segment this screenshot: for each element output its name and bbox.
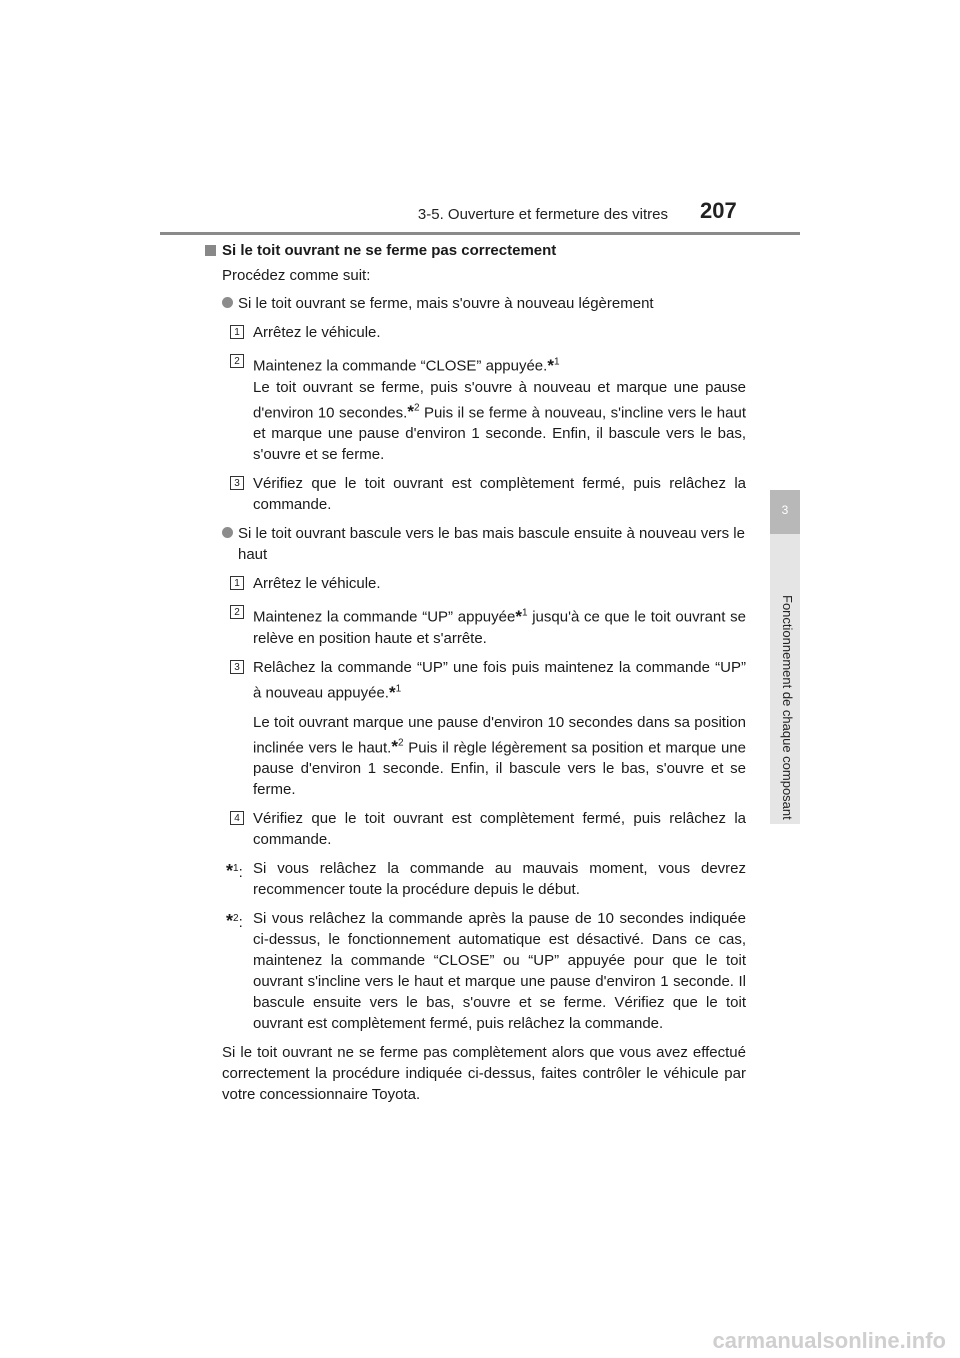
footnote-star: *: [547, 355, 554, 375]
footnote-ref-number: 2: [397, 737, 404, 749]
footnote-2: [222, 908, 746, 1034]
footnote-number: 1: [233, 863, 239, 875]
step-text-b: jusqu'à ce que le toit ouvrant se relève en position haute et s'arrête.: [253, 608, 746, 647]
page-content: [222, 240, 746, 1112]
footnote-mark: [226, 908, 243, 933]
step-text: Arrêtez le véhicule.: [253, 575, 381, 593]
footnote-ref-1: [547, 356, 559, 375]
chapter-tab: [770, 490, 800, 534]
step-text-a: Maintenez la commande “CLOSE” appuyée.: [253, 357, 548, 375]
footnote-ref-number: 1: [553, 356, 560, 367]
step-text: Vérifiez que le toit ouvrant est complètement fermé, puis relâchez la commande.: [253, 810, 746, 849]
chapter-tab-label: Fonctionnement de chaque composant: [780, 595, 795, 820]
step-text-a: Relâchez la commande “UP” une fois puis maintenez la commande “UP” à nouveau appuyée.: [253, 658, 746, 702]
case-2-bullet: [222, 523, 746, 565]
case-2-text: Si le toit ouvrant bascule vers le bas mais bascule ensuite à nouveau vers le haut: [238, 525, 745, 564]
case-1-text: Si le toit ouvrant se ferme, mais s'ouvre à nouveau légèrement: [238, 295, 654, 312]
footnote-number: 2: [233, 913, 239, 925]
step-number-box: 2: [230, 605, 244, 619]
footnote-star: *: [407, 402, 414, 422]
footnote-ref-number: 2: [413, 402, 420, 414]
subsection-heading: [205, 240, 746, 261]
footnote-star: *: [391, 737, 398, 757]
footnote-colon: :: [238, 864, 243, 882]
footnote-text: Si vous relâchez la commande au mauvais moment, vous devrez recommencer toute la procédure depuis le début.: [253, 860, 746, 899]
case-1-step-3: [222, 473, 746, 515]
chapter-tab-number: 3: [781, 503, 789, 517]
footnote-mark: [226, 858, 243, 883]
case-2-step-1: [222, 573, 746, 594]
subsection-heading-text: Si le toit ouvrant ne se ferme pas correctement: [222, 242, 557, 259]
footnote-ref-number: 1: [521, 607, 528, 619]
footnote-1: [222, 858, 746, 900]
footnote-star: *: [226, 861, 234, 882]
footnote-ref-1: [515, 607, 527, 626]
footnote-star: *: [388, 682, 396, 702]
footnote-ref-2: [391, 737, 403, 756]
footnote-star: *: [226, 911, 234, 932]
header-divider: [160, 232, 800, 235]
circle-bullet-icon: [222, 527, 233, 538]
step-number-box: 1: [230, 325, 244, 339]
watermark: carmanualsonline.info: [712, 1328, 946, 1353]
section-title: 3-5. Ouverture et fermeture des vitres: [417, 206, 668, 223]
case-1-step-1: [222, 322, 746, 343]
square-bullet-icon: [205, 245, 216, 256]
step-number-box: 2: [230, 354, 244, 368]
step-text-b: Le toit ouvrant se ferme, puis s'ouvre à nouveau et marque une pause d'environ 10 secondes.: [253, 378, 746, 422]
page-header: [0, 0, 960, 240]
step-text: Vérifiez que le toit ouvrant est complètement fermé, puis relâchez la commande.: [253, 475, 746, 514]
footnote-text: Si vous relâchez la commande après la pause de 10 secondes indiquée ci-dessus, le fonctionnement automatique est désactivé. Dans ce cas, maintenez la commande “CLOSE” ou “UP” appuyée pour que le toit ouvrant s'incline vers le haut et marque une pause d'environ 1 seconde. Il bascule ensuite vers le bas, s'ouvre et se ferme. Vérifiez que le toit ouvrant est complètement fermé, puis relâchez la commande.: [253, 910, 746, 1033]
case-1-step-2: [222, 351, 746, 465]
step-text: Arrêtez le véhicule.: [253, 324, 381, 341]
step-text-a: Maintenez la commande “UP” appuyée: [253, 608, 516, 626]
case-2-step-4: [222, 808, 746, 850]
case-2-step-2: [222, 602, 746, 649]
circle-bullet-icon: [222, 297, 233, 308]
footnote-star: *: [515, 606, 522, 626]
step-para-b: Puis il règle légèrement sa position et marque une pause d'environ 1 seconde. Enfin, il bascule vers le bas, s'ouvre et se ferme.: [253, 739, 746, 799]
step-number-box: 3: [230, 476, 244, 490]
step-number-box: 1: [230, 576, 244, 590]
footnote-ref-2: [407, 402, 419, 421]
step-number-box: 4: [230, 811, 244, 825]
step-number-box: 3: [230, 660, 244, 674]
footnote-colon: :: [238, 914, 243, 932]
case-2-step-3: [222, 657, 746, 800]
footnote-ref-number: 1: [395, 682, 402, 694]
closing-paragraph: Si le toit ouvrant ne se ferme pas complètement alors que vous avez effectué correctement la procédure indiquée ci-dessus, faites contrôler le véhicule par votre concessionnaire Toyota.: [222, 1044, 746, 1104]
step-para-a: Le toit ouvrant marque une pause d'environ 10 secondes dans sa position inclinée vers le haut.: [253, 713, 746, 757]
page-number: 207: [700, 198, 737, 223]
intro-text: Procédez comme suit:: [222, 267, 371, 284]
case-1-bullet: [222, 293, 746, 314]
footnote-ref-1: [389, 683, 401, 702]
step-detail-paragraph: [253, 712, 746, 801]
step-text-c: Puis il se ferme à nouveau, s'incline vers le haut et marque une pause d'environ 1 seconde. Enfin, il bascule vers le bas, s'ouvre et se ferme.: [253, 404, 746, 464]
